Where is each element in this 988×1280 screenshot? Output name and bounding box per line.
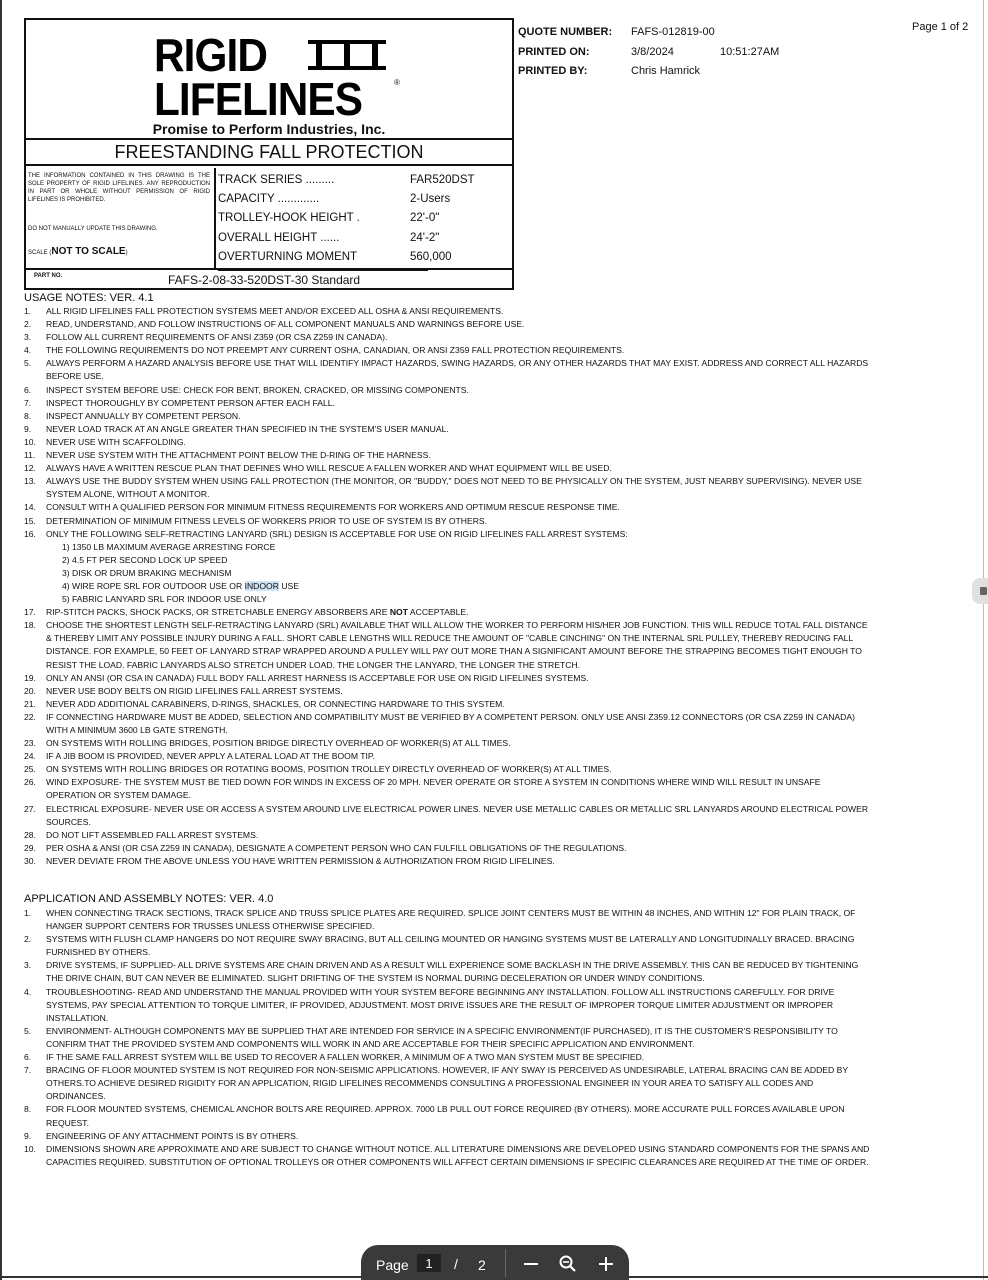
pdf-toolbar [361, 1245, 629, 1280]
spec-row-track-series: TRACK SERIES ......... FAR520DST [218, 174, 475, 186]
page-border-left [0, 0, 2, 1280]
scale-note: SCALE (NOT TO SCALE) [28, 246, 128, 257]
page-border-right [983, 0, 984, 1280]
company-name: Promise to Perform Industries, Inc. [152, 121, 386, 137]
spec-row-capacity: CAPACITY ............. 2-Users [218, 193, 451, 206]
list-item: 24. IF A JIB BOOM IS PROVIDED, NEVER APPLY A LATERAL LOAD AT THE BOOM TIP. [24, 751, 375, 762]
list-item: 12. ALWAYS HAVE A WRITTEN RESCUE PLAN THAT DEFINES WHO WILL RESCUE A FALLEN WORKER AND WHAT EQUIPMENT WILL BE USED. [24, 463, 612, 474]
spec-table [218, 174, 475, 271]
list-item: 7. BRACING OF FLOOR MOUNTED SYSTEM IS NOT REQUIRED FOR NON-SEISMIC APPLICATIONS. HOWEVER, IF ANY SWAY IS PERCEIVED AS UNDESIRABLE, LATERAL BRACING CAN BE ADDED BY OTHERS.TO ACHIEVE DESIRED RIGIDITY FOR AN APPLICATION, RIGID LIFELINES RECOMMENDS CONSULTING A PROFESSIONAL ENGINEER IN YOUR AREA TO SATISFY ALL CODES AND ORDINANCES. [24, 1065, 848, 1102]
list-item: 6. IF THE SAME FALL ARREST SYSTEM WILL BE USED TO RECOVER A FALLEN WORKER, A MINIMUM OF A TWO MAN SYSTEM MUST BE SPECIFIED. [24, 1052, 645, 1063]
list-item: 5. ALWAYS PERFORM A HAZARD ANALYSIS BEFORE USE THAT WILL IDENTIFY IMPACT HAZARDS, SWING HAZARDS, OR ANY OTHER HAZARDS THAT MAY EXIST. ADDRESS AND CORRECT ALL HAZARDS BEFORE USE. [24, 358, 869, 382]
srl-sub-item: 5) FABRIC LANYARD SRL FOR INDOOR USE ONLY [62, 594, 267, 605]
list-item: 13. ALWAYS USE THE BUDDY SYSTEM WHEN USING FALL PROTECTION (THE MONITOR, OR "BUDDY," DOES NOT NEED TO BE PHYSICALLY ON THE SYSTEM, JUST NEARBY SUPERVISING). NEVER USE SYSTEM ALONE, WITHOUT A MONITOR. [24, 476, 862, 500]
list-item: 18. CHOOSE THE SHORTEST LENGTH SELF-RETRACTING LANYARD (SRL) AVAILABLE THAT WILL ALLOW THE WORKER TO PERFORM HIS/HER JOB FUNCTION. THIS WILL REDUCE TOTAL FALL DISTANCE & THEREBY LIMIT ANY POSSIBLE INJURY DURING A FALL. SHORT CABLE LENGTHS WILL REDUCE THE AMOUNT OF "CABLE CINCHING" ON THE INTERNAL SRL PULLEY, THEREBY REDUCING FALL DISTANCE. FOR EXAMPLE, 50 FEET OF LANYARD STRAP WRAPPED AROUND A PULLEY WILL PAY OUT MORE THAN A SIGNIFICANT AMOUNT BEFORE THE STRAPPING BECOMES TIGHT ENOUGH TO RESIST THE LOAD. FABRIC LANYARDS ALSO STRETCH UNDER LOAD. THE LONGER THE LANYARD, THE LONGER THE STRETCH. [24, 620, 868, 670]
spec-row-trolley-hook-height: TROLLEY-HOOK HEIGHT . 22'-0" [218, 212, 440, 225]
list-item: 23. ON SYSTEMS WITH ROLLING BRIDGES, POSITION BRIDGE DIRECTLY OVERHEAD OF WORKER(S) AT ALL TIMES. [24, 738, 511, 749]
document-title: FREESTANDING FALL PROTECTION [26, 138, 512, 166]
srl-sub-item: 4) WIRE ROPE SRL FOR OUTDOOR USE OR INDOOR USE [62, 580, 299, 591]
list-item: 14. CONSULT WITH A QUALIFIED PERSON FOR MINIMUM FITNESS REQUIREMENTS FOR WORKERS AND OPTIMUM RESCUE RESPONSE TIME. [24, 502, 620, 513]
spec-divider [214, 168, 216, 268]
assembly-notes-title: APPLICATION AND ASSEMBLY NOTES: VER. 4.0 [24, 893, 274, 905]
list-item: 5. ENVIRONMENT- ALTHOUGH COMPONENTS MAY BE SUPPLIED THAT ARE INTENDED FOR SERVICE IN A SPECIFIC ENVIRONMENT(IF PURCHASED), IT IS THE CUSTOMER'S RESPONSIBILITY TO CONFIRM THAT THE PROVIDED SYSTEM AND COMPONENTS WILL WORK IN AND ARE ACCEPTABLE FOR THEIR SPECIFIC APPLICATION AND ENVIRONMENT. [24, 1025, 838, 1049]
list-item: 27. ELECTRICAL EXPOSURE- NEVER USE OR ACCESS A SYSTEM AROUND LIVE ELECTRICAL POWER LINES. NEVER USE METALLIC CABLES OR METALLIC SRL LANYARDS AROUND ELECTRICAL POWER SOURCES. [24, 803, 869, 827]
page-separator: / [454, 1256, 458, 1272]
list-item: 1. WHEN CONNECTING TRACK SECTIONS, TRACK SPLICE AND TRUSS SPLICE PLATES ARE REQUIRED. SPLICE JOINT CENTERS MUST BE WITHIN 48 INCHES, AND WITHIN 12" FOR PLAIN TRACK, OF HANGER SUPPORT CENTERS FOR TRUSSES UNLESS OTHERWISE SPECIFIED. [24, 908, 856, 932]
logo-text-rigid: RIGID [154, 29, 267, 81]
list-item: 29. PER OSHA & ANSI (OR CSA Z259 IN CANADA), DESIGNATE A COMPETENT PERSON WHO CAN FULFILL OBLIGATIONS OF THE REGULATIONS. [24, 842, 627, 853]
list-item: 2. SYSTEMS WITH FLUSH CLAMP HANGERS DO NOT REQUIRE SWAY BRACING, BUT ALL CEILING MOUNTED OR HANGING SYSTEMS MUST BE LATERALLY AND LONGITUDINALLY BRACED. BRACING FURNISHED BY OTHERS. [24, 934, 855, 958]
list-item: 30. NEVER DEVIATE FROM THE ABOVE UNLESS YOU HAVE WRITTEN PERMISSION & AUTHORIZATION FROM RIGID LIFELINES. [24, 855, 555, 866]
list-item: 8. FOR FLOOR MOUNTED SYSTEMS, CHEMICAL ANCHOR BOLTS ARE REQUIRED. APPROX. 7000 LB PULL OUT FORCE REQUIRED (BY OTHERS). MORE ACCURATE PULL FORCES AVAILABLE UPON REQUEST. [24, 1104, 845, 1128]
list-item: 11. NEVER USE SYSTEM WITH THE ATTACHMENT POINT BELOW THE D-RING OF THE HARNESS. [24, 450, 431, 461]
logo-text-lifelines: LIFELINES [154, 73, 363, 125]
title-block [24, 18, 514, 290]
zoom-in-icon [596, 1254, 616, 1274]
company-logo [26, 26, 512, 156]
spec-row-overturning-moment: OVERTURNING MOMENT 560,000 [218, 251, 428, 271]
part-number-row [26, 268, 512, 290]
zoom-out-button[interactable] [518, 1251, 544, 1277]
toolbar-divider [505, 1249, 506, 1277]
srl-sub-item: 3) DISK OR DRUM BRAKING MECHANISM [62, 567, 232, 578]
list-item: 4. TROUBLESHOOTING- READ AND UNDERSTAND THE MANUAL PROVIDED WITH YOUR SYSTEM BEFORE BEGINNING ANY INSTALLATION. FOLLOW ALL INSTRUCTIONS CAREFULLY. FOR DRIVE SYSTEMS, PAY SPECIAL ATTENTION TO TORQUE LIMITER, IF PROVIDED, ADJUSTMENT. MOST DRIVE ISSUES ARE THE RESULT OF IMPROPER TORQUE LIMITER ADJUSTMENT OR IMPROPER INSTALLATION. [24, 986, 835, 1023]
highlighted-text[interactable]: INDOOR [244, 580, 279, 591]
list-item: 15. DETERMINATION OF MINIMUM FITNESS LEVELS OF WORKERS PRIOR TO USE OF SYSTEM IS BY OTHERS. [24, 515, 488, 526]
list-item: 25. ON SYSTEMS WITH ROLLING BRIDGES OR ROTATING BOOMS, POSITION TROLLEY DIRECTLY OVERHEAD OF WORKER(S) AT ALL TIMES. [24, 764, 612, 775]
list-item: 8. INSPECT ANNUALLY BY COMPETENT PERSON. [24, 410, 241, 421]
srl-sub-item: 1) 1350 LB MAXIMUM AVERAGE ARRESTING FORCE [62, 541, 276, 552]
list-item: 10. NEVER USE WITH SCAFFOLDING. [24, 436, 186, 447]
list-item: 19. ONLY AN ANSI (OR CSA IN CANADA) FULL BODY FALL ARREST HARNESS IS ACCEPTABLE FOR USE ON RIGID LIFELINES SYSTEMS. [24, 672, 589, 683]
total-pages: 2 [478, 1257, 486, 1273]
list-item: 4. THE FOLLOWING REQUIREMENTS DO NOT PREEMPT ANY CURRENT OSHA, CANADIAN, OR ANSI Z359 FALL PROTECTION REQUIREMENTS. [24, 345, 625, 356]
list-item: 17. RIP-STITCH PACKS, SHOCK PACKS, OR STRETCHABLE ENERGY ABSORBERS ARE NOT ACCEPTABLE. [24, 607, 469, 618]
part-number-label: PART NO. [34, 273, 63, 279]
page-number-input[interactable] [417, 1254, 441, 1272]
side-panel-handle[interactable] [972, 578, 988, 604]
usage-notes-list [22, 305, 872, 868]
list-item: 28. DO NOT LIFT ASSEMBLED FALL ARREST SYSTEMS. [24, 829, 259, 840]
page-label: Page [376, 1257, 409, 1273]
list-item: 21. NEVER ADD ADDITIONAL CARABINERS, D-RINGS, SHACKLES, OR CONNECTING HARDWARE TO THIS SYSTEM. [24, 698, 505, 709]
no-update-notice: DO NOT MANUALLY UPDATE THIS DRAWING. [28, 226, 158, 232]
list-item: 9. NEVER LOAD TRACK AT AN ANGLE GREATER THAN SPECIFIED IN THE SYSTEM'S USER MANUAL. [24, 423, 449, 434]
list-item: 22. IF CONNECTING HARDWARE MUST BE ADDED, SELECTION AND COMPATIBILITY MUST BE VERIFIED BY A COMPETENT PERSON. ONLY USE ANSI Z359.12 CONNECTORS (OR CSA Z259 IN CANADA) WITH A MINIMUM 3600 LB GATE STRENGTH. [24, 711, 855, 735]
page-indicator: Page 1 of 2 [912, 21, 969, 33]
list-item: 20. NEVER USE BODY BELTS ON RIGID LIFELINES FALL ARREST SYSTEMS. [24, 685, 343, 696]
logo-rail-graphic [308, 40, 386, 70]
list-item: 6. INSPECT SYSTEM BEFORE USE: CHECK FOR BENT, BROKEN, CRACKED, OR MISSING COMPONENTS. [24, 384, 469, 395]
list-item: 1. ALL RIGID LIFELINES FALL PROTECTION SYSTEMS MEET AND/OR EXCEED ALL OSHA & ANSI REQUIREMENTS. [24, 306, 504, 316]
scale-value: NOT TO SCALE [51, 246, 126, 257]
list-item: 16. ONLY THE FOLLOWING SELF-RETRACTING LANYARD (SRL) DESIGN IS ACCEPTABLE FOR USE ON RIGID LIFELINES FALL ARREST SYSTEMS: [24, 528, 628, 539]
registered-mark: ® [394, 78, 400, 87]
list-item: 3. DRIVE SYSTEMS, IF SUPPLIED- ALL DRIVE SYSTEMS ARE CHAIN DRIVEN AND AS A RESULT WILL EXPERIENCE SOME BACKLASH IN THE DRIVE ASSEMBLY. THIS CAN BE REDUCED BY TIGHTENING THE DRIVE CHAIN, BUT CAN NEVER BE ELIMINATED. SLIGHT DRIFTING OF THE SYSTEM IS NORMAL DURING DECELERATION OR UNDER WINDY CONDITIONS. [24, 960, 859, 984]
list-item: 3. FOLLOW ALL CURRENT REQUIREMENTS OF ANSI Z359 (OR CSA Z259 IN CANADA). [24, 332, 388, 343]
assembly-notes-list [22, 907, 872, 1169]
srl-sub-item: 2) 4.5 FT PER SECOND LOCK UP SPEED [62, 554, 228, 565]
zoom-magnifier-icon [558, 1254, 578, 1274]
zoom-out-icon [521, 1254, 541, 1274]
list-item: 2. READ, UNDERSTAND, AND FOLLOW INSTRUCTIONS OF ALL COMPONENT MANUALS AND WARNINGS BEFORE USE. [24, 319, 525, 330]
part-number: FAFS-2-08-33-520DST-30 Standard [168, 273, 361, 287]
list-item: 9. ENGINEERING OF ANY ATTACHMENT POINTS IS BY OTHERS. [24, 1130, 299, 1141]
proprietary-notice: THE INFORMATION CONTAINED IN THIS DRAWING IS THE SOLE PROPERTY OF RIGID LIFELINES. ANY REPRODUCTION IN PART OR WHOLE WITHOUT PERMISSION OF RIGID LIFELINES IS PROHIBITED. [28, 173, 210, 203]
zoom-button[interactable] [555, 1251, 581, 1277]
usage-notes-title: USAGE NOTES: VER. 4.1 [24, 292, 154, 304]
list-item: 26. WIND EXPOSURE- THE SYSTEM MUST BE TIED DOWN FOR WINDS IN EXCESS OF 20 MPH. NEVER OPERATE OR STORE A SYSTEM IN CONDITIONS WHERE WIND WILL RESULT IN UNSAFE OPERATION OR SYSTEM DAMAGE. [24, 777, 821, 801]
zoom-in-button[interactable] [593, 1251, 619, 1277]
list-item: 7. INSPECT THOROUGHLY BY COMPETENT PERSON AFTER EACH FALL. [24, 397, 335, 408]
spec-row-overall-height: OVERALL HEIGHT ...... 24'-2" [218, 231, 440, 244]
list-item: 10. DIMENSIONS SHOWN ARE APPROXIMATE AND ARE SUBJECT TO CHANGE WITHOUT NOTICE. ALL LITERATURE DIMENSIONS ARE DEVELOPED USING STANDARD COMPONENTS FOR THE SPANS AND CAPACITIES REQUIRED. SUBSTITUTION OF OPTIONAL TROLLEYS OR OTHER COMPONENTS WILL AFFECT CERTAIN DIMENSIONS IF SPECIFIC CLEARANCES ARE REQUIRED AT THE TIME OF ORDER. [24, 1143, 870, 1167]
